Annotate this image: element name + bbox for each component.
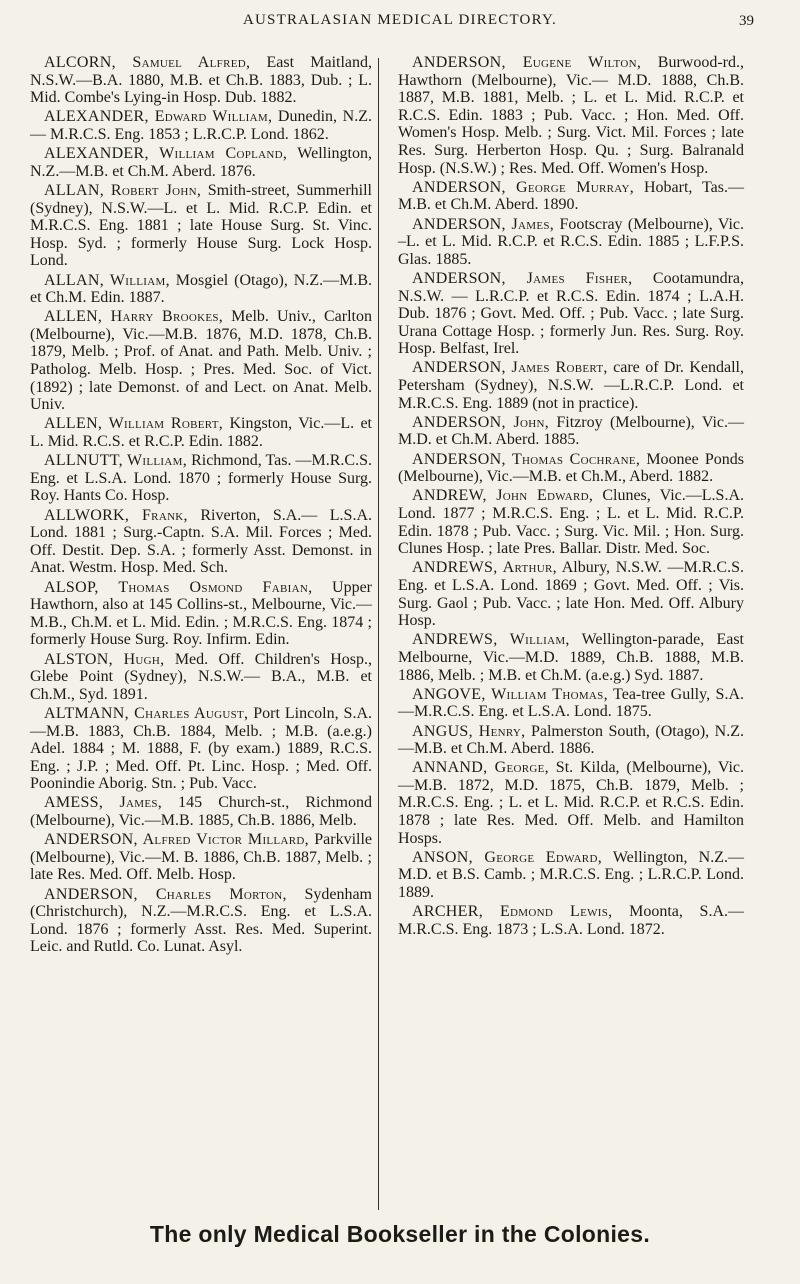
entry-details: St. Kilda, (Melbourne), Vic.—M.B. 1872, M.D. 1875, Ch.B. 1879, Melb. ; M.R.C.S. Eng. ; L. et L. Mid. R.C.P. et R.C.S. Edin. 1878 ; late Res. Med. Off. Melb. and Hamilton Hosps. — [398, 759, 744, 847]
entry-name: ALCORN, Samuel Alfred, — [44, 54, 251, 71]
entry-details: Hobart, Tas.—M.B. et Ch.M. Aberd. 1890. — [398, 178, 744, 214]
entry-details: Palmerston South, (Otago), N.Z.—M.B. et Ch.M. Aberd. 1886. — [398, 722, 744, 758]
page-number: 39 — [739, 13, 754, 29]
directory-entry — [30, 452, 372, 505]
directory-entry — [30, 108, 372, 143]
entry-name: ALEXANDER, Edward William, — [44, 108, 273, 126]
entry-name: ALLNUTT, William, — [44, 452, 188, 470]
directory-entry — [398, 451, 744, 486]
directory-entry — [30, 272, 372, 307]
directory-entry — [398, 759, 744, 847]
directory-entry — [30, 651, 372, 704]
entry-name: ANGUS, Henry, — [412, 722, 526, 740]
entry-name: ANDREWS, Arthur, — [412, 559, 557, 577]
directory-entry — [398, 686, 744, 721]
directory-entry — [398, 559, 744, 629]
entry-details: Upper Hawthorn, also at 145 Collins-st., Melbourne, Vic.—M.B., Ch.M. et L. Mid. Edin. ; M.R.C.S. Eng. 1874 ; formerly House Surg. Roy. Infirm. Edin. — [30, 578, 372, 649]
directory-entry — [398, 631, 744, 684]
entry-name: ALLAN, Robert John, — [44, 181, 202, 199]
entry-name: ALEXANDER, William Copland, — [44, 145, 288, 163]
entry-details: Kingston, Vic.—L. et L. Mid. R.C.S. et R.C.P. Edin. 1882. — [30, 415, 373, 451]
directory-entry — [30, 886, 372, 956]
entry-name: ANDERSON, Thomas Cochrane, — [412, 450, 641, 468]
directory-entry — [30, 579, 372, 649]
entry-name: ARCHER, Edmond Lewis, — [412, 903, 613, 921]
entry-name: ALTMANN, Charles August, — [44, 704, 249, 722]
entry-name: ANDERSON, Charles Morton, — [44, 885, 287, 903]
entry-details: Smith-street, Summerhill (Sydney), N.S.W.—L. et L. Mid. R.C.P. Edin. et M.R.C.S. Eng. 1881 ; late House Surg. St. Vinc. Hosp. Syd. ; formerly House Surg. Lock Hosp. Lond. — [30, 181, 372, 270]
entry-details: Burwood-rd., Hawthorn (Melbourne), Vic.— M.D. 1888, Ch.B. 1887, M.B. 1881, Melb. ; L. et L. Mid. R.C.P. et R.C.S. Edin. 1883 ; Pub. Vacc. ; Hon. Med. Off. Women's Hosp. Melb. ; Surg. Vict. Mil. Forces ; late Res. Surg. Herberton Hosp. Qu. ; Surg. Balranald Hosp. (N.S.W.) ; Res. Med. Off. Women's Hosp. — [398, 54, 744, 177]
directory-entry — [398, 216, 744, 269]
entry-details: Footscray (Melbourne), Vic. –L. et L. Mid. R.C.P. et R.C.S. Edin. 1885 ; L.F.P.S. Glas. 1885. — [398, 215, 744, 268]
entry-details: Parkville (Melbourne), Vic.—M. B. 1886, Ch.B. 1887, Melb. ; late Res. Med. Off. Melb. Hosp. — [30, 831, 372, 884]
directory-entry — [30, 794, 372, 829]
entry-details: Clunes, Vic.—L.S.A. Lond. 1877 ; M.R.C.S. Eng. ; L. et L. Mid. R.C.P. Edin. 1878 ; Pub. Vacc. ; Surg. Vic. Mil. ; Hon. Surg. Clunes Hosp. ; late Pres. Ballar. Distr. Med. Soc. — [398, 487, 744, 558]
directory-entry — [30, 308, 372, 414]
entry-details: Moonta, S.A.—M.R.C.S. Eng. 1873 ; L.S.A. Lond. 1872. — [398, 903, 744, 938]
entry-name: ANNAND, George, — [412, 759, 549, 777]
entry-name: ANDERSON, James, — [412, 215, 555, 233]
entry-details: Wellington, N.Z.—M.D. et B.S. Camb. ; M.R.C.S. Eng. ; L.R.C.P. Lond. 1889. — [398, 848, 744, 902]
directory-entry — [30, 145, 372, 180]
entry-name: ALLWORK, Frank, — [44, 506, 188, 524]
entry-details: Melb. Univ., Carlton (Melbourne), Vic.—M.B. 1876, M.D. 1878, Ch.B. 1879, Melb. ; Prof. of Anat. and Path. Melb. Univ. ; Patholog. Melb. Hosp. ; Pres. Med. Soc. of Vict. (1892) ; late Demonst. of and Lect. on Anat. Melb. Univ. — [30, 308, 372, 414]
entry-details: Richmond, Tas. —M.R.C.S. Eng. et L.S.A. Lond. 1870 ; formerly House Surg. Roy. Hants Co. Hosp. — [30, 452, 372, 505]
entry-name: ANDERSON, James Fisher, — [412, 269, 633, 287]
entry-details: Wellington, N.Z.—M.B. et Ch.M. Aberd. 1876. — [30, 145, 372, 180]
directory-entry — [398, 54, 744, 177]
column-divider — [378, 58, 379, 1210]
entry-details: Riverton, S.A.— L.S.A. Lond. 1881 ; Surg.-Captn. S.A. Mil. Forces ; Med. Off. Destit. Dep. S.A. ; formerly Asst. Demonst. in Anat. Westm. Hosp. Med. Sch. — [30, 506, 372, 577]
directory-entry — [398, 179, 744, 214]
advertisement-footer: The only Medical Bookseller in the Colonies. — [149, 1221, 651, 1247]
directory-entry — [398, 723, 744, 758]
right-column — [398, 54, 744, 940]
page-header — [0, 10, 800, 36]
entry-name: ANDREWS, William, — [412, 631, 570, 649]
entry-name: ANDERSON, John, — [412, 413, 550, 431]
entry-details: Med. Off. Children's Hosp., Glebe Point (Sydney), N.S.W.— B.A., M.B. et Ch.M., Syd. 1891. — [30, 650, 373, 703]
entry-details: care of Dr. Kendall, Petersham (Sydney), N.S.W. —L.R.C.P. Lond. et M.R.C.S. Eng. 1889 (not in practice). — [398, 359, 745, 412]
entry-details: 145 Church-st., Richmond (Melbourne), Vic.—M.B. 1885, Ch.B. 1886, Melb. — [30, 794, 372, 830]
left-column — [30, 54, 372, 958]
entry-details: Mosgiel (Otago), N.Z.—M.B. et Ch.M. Edin. 1887. — [30, 271, 372, 307]
directory-entry — [30, 831, 372, 884]
directory-entry — [398, 903, 744, 938]
directory-entry — [30, 54, 372, 107]
entry-details: Fitzroy (Melbourne), Vic.—M.D. et Ch.M. Aberd. 1885. — [398, 413, 744, 449]
entry-details: East Maitland, N.S.W.—B.A. 1880, M.B. et Ch.B. 1883, Dub. ; L. Mid. Combe's Lying-in Hosp. Dub. 1882. — [30, 54, 372, 107]
entry-name: ALLAN, William, — [44, 271, 170, 289]
entry-name: ALLEN, William Robert, — [44, 415, 224, 433]
entry-details: Albury, N.S.W. —M.R.C.S. Eng. et L.S.A. Lond. 1869 ; Govt. Med. Off. ; Vis. Surg. Gaol ; Pub. Vacc. ; late Hon. Med. Off. Albury Hosp. — [398, 559, 745, 630]
entry-name: ANDERSON, Eugene Wilton, — [412, 54, 642, 71]
entry-details: Wellington-parade, East Melbourne, Vic.—M.D. 1889, Ch.B. 1888, M.B. 1886, Melb. ; M.B. et Ch.M. (a.e.g.) Syd. 1887. — [398, 631, 744, 684]
entry-name: ALSTON, Hugh, — [44, 650, 165, 668]
directory-entry — [398, 487, 744, 557]
entry-name: ANSON, George Edward, — [412, 848, 602, 866]
entry-details: Sydenham (Christchurch), N.Z.—M.R.C.S. Eng. et L.S.A. Lond. 1876 ; formerly Asst. Res. Med. Superint. Leic. and Rutld. Co. Lunat. Asyl. — [30, 885, 373, 956]
entry-name: ANGOVE, William Thomas, — [412, 685, 608, 703]
entry-details: Port Lincoln, S.A.—M.B. 1883, Ch.B. 1884, Melb. ; M.B. (a.e.g.) Adel. 1884 ; M. 1888, F. (by exam.) 1889, R.C.S. Eng. ; J.P. ; Med. Off. Pt. Linc. Hosp. ; Med. Off. Poonindie Aborig. Stn. ; Pub. Vacc. — [30, 704, 372, 793]
entry-details: Dunedin, N.Z. — M.R.C.S. Eng. 1853 ; L.R.C.P. Lond. 1862. — [30, 108, 372, 143]
directory-entry — [30, 705, 372, 793]
running-title: AUSTRALASIAN MEDICAL DIRECTORY. — [242, 12, 558, 28]
entry-details: Moonee Ponds (Melbourne), Vic.—M.B. et Ch.M., Aberd. 1882. — [398, 450, 744, 486]
entry-name: ANDERSON, Alfred Victor Millard, — [44, 831, 309, 849]
entry-details: Cootamundra, N.S.W. — L.R.C.P. et R.C.S. Edin. 1874 ; L.A.H. Dub. 1876 ; Govt. Med. Off. ; Pub. Vacc. ; late Surg. Urana Cottage Hosp. ; formerly Jun. Res. Surg. Roy. Hosp. Belfast, Irel. — [398, 269, 745, 358]
entry-name: AMESS, James, — [44, 794, 163, 812]
entry-name: ANDREW, John Edward, — [412, 487, 594, 505]
directory-entry — [398, 270, 744, 358]
entry-name: ALLEN, Harry Brookes, — [44, 308, 224, 326]
directory-entry — [398, 849, 744, 902]
entry-details: Tea-tree Gully, S.A.—M.R.C.S. Eng. et L.S.A. Lond. 1875. — [398, 685, 745, 721]
directory-entry — [30, 415, 372, 450]
entry-name: ANDERSON, James Robert, — [412, 359, 608, 377]
entry-name: ANDERSON, George Murray, — [412, 178, 635, 196]
directory-entry — [398, 359, 744, 412]
entry-name: ALSOP, Thomas Osmond Fabian, — [44, 578, 313, 596]
directory-entry — [30, 182, 372, 270]
directory-entry — [30, 507, 372, 577]
directory-entry — [398, 414, 744, 449]
